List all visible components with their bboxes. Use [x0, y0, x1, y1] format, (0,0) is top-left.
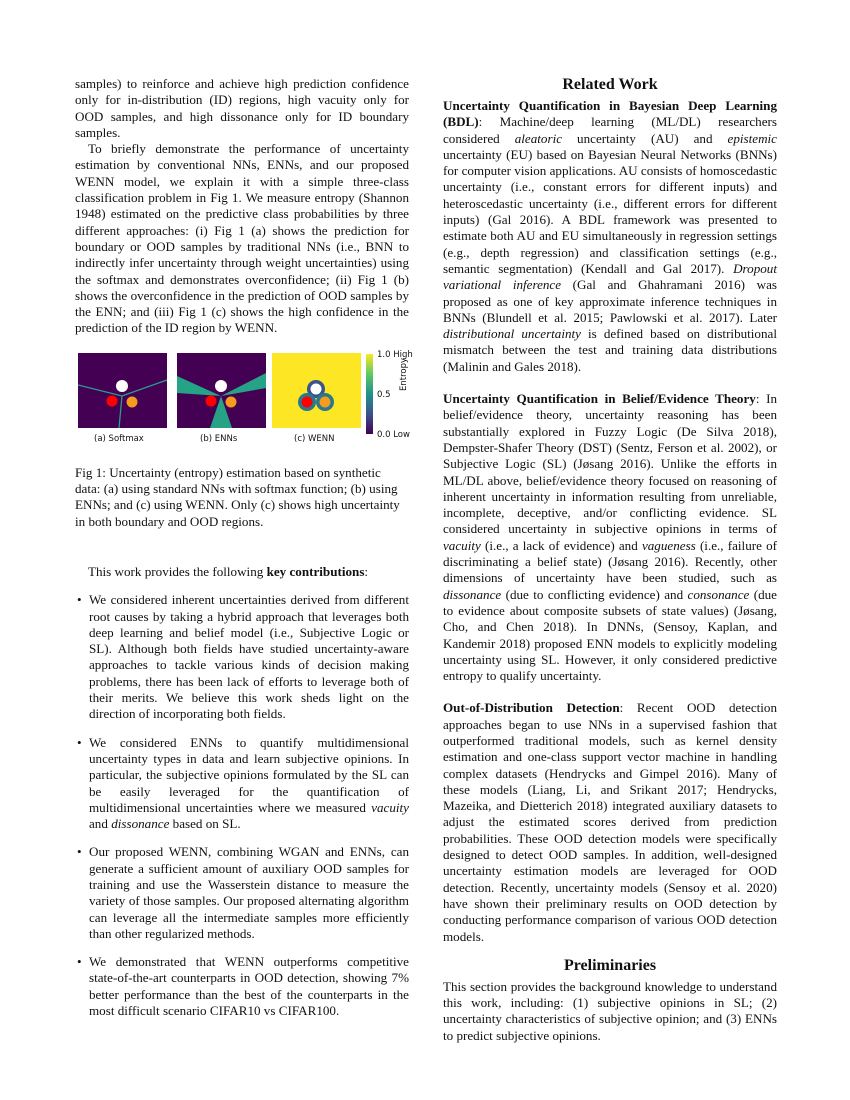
text-run: (i.e., failure of discriminating a belief state) (Jøsang 2016). Recently, other dimensions of uncertainty have been studied, such as: [443, 537, 777, 586]
text-run: We considered ENNs to quantify multidimensional uncertainty types in data and learn subjective opinions. In particular, the subjective opinions formulated by the SL can be easily leveraged for the quantification of multidimensional uncertainties where we measured: [89, 734, 409, 815]
bold-text: Out-of-Distribution Detection: [443, 700, 620, 716]
paragraph-fig-demo: [75, 141, 409, 337]
bold-text: key contributions: [266, 563, 365, 579]
text-run: (due to evidence about composite subsets of state values) (Jøsang, Cho, and Chen 2018). In DNNs, (Sensoy, Kaplan, and Kandemir 2018) proposed ENN models to explicitly modeling uncertainty using SL. However, it only considered predictive entropy to qualify uncertainty.: [443, 586, 777, 684]
text-run: is defined based on distributional mismatch between the test and training data distributions (Malinin and Gales 2018).: [443, 326, 777, 374]
italic-text: distributional uncertainty: [443, 326, 581, 342]
colorbar-mid-label: 0.5: [377, 389, 391, 400]
bold-text: Uncertainty Quantification in Bayesian Deep Learning (BDL): [443, 98, 777, 130]
paragraph-ood-detection: [443, 700, 777, 944]
italic-text: vagueness: [641, 537, 696, 553]
text-run: samples) to reinforce and achieve high prediction confidence only for in-distribution (ID) regions, high vacuity only for OOD samples, and high dissonance only for ID boundary samples.: [75, 76, 409, 140]
text-run: This work provides the following: [88, 563, 267, 579]
text-run: We considered inherent uncertainties derived from different root causes by taking a hybrid approach that leverages both deep learning and belief model (i.e., Subjective Logic or SL). Although both fields have studied uncertainty-aware approaches to tackle various kinds of decision making problems, there has been lack of efforts to leverage both of their merits. We believe this work sheds light on the direction of incorporating both fields.: [89, 592, 409, 722]
text-run: To briefly demonstrate the performance of uncertainty estimation by conventional NNs, ENNs, and our proposed WENN model, we explain it with a simple three-class classification problem in Fig 1. We measure entropy (Shannon 1948) estimated on the predictive class probabilities by three different approaches: (i) Fig 1 (a) shows the prediction for boundary or OOD samples by traditional NNs (i.e., BNN to indirectly infer uncertainty through weight uncertainties) using the softmax and demonstrates overconfidence; (ii) Fig 1 (b) shows the overconfidence in the prediction of OOD samples by the ENN; and (iii) Fig 1 (c) shows the high confidence in the prediction of the ID region by WENN.: [75, 141, 409, 336]
text-run: Our proposed WENN, combining WGAN and ENNs, can generate a sufficient amount of auxiliary OOD samples for training and use the Wasserstein distance to measure the variety of those samples. Our proposed alternating algorithm can leverage all the intermediate samples more efficiently than other regularized methods.: [89, 844, 409, 941]
text-run: and: [89, 816, 112, 832]
contribution-item: [75, 844, 409, 942]
entropy-colorbar: [366, 354, 373, 434]
left-column: [75, 76, 413, 1031]
italic-text: vacuity: [443, 537, 481, 553]
text-run: :: [364, 563, 369, 579]
figure-1: [78, 349, 413, 445]
right-column: [443, 76, 777, 1044]
contribution-item: [75, 735, 409, 833]
enn-entropy-panel: [177, 353, 266, 428]
text-run: : Machine/deep learning (ML/DL) researchers considered: [443, 114, 777, 146]
italic-text: consonance: [687, 586, 750, 602]
italic-text: dissonance: [443, 586, 502, 602]
text-run: This section provides the background knowledge to understand this work, including: (1) subjective opinions in SL; (2) uncertainty characteristics of subjective opinion; and (3) ENNs to predict subjective opinions.: [443, 978, 777, 1043]
paragraph-bdl: [443, 98, 777, 375]
text-run: (i.e., a lack of evidence) and: [480, 537, 642, 553]
paragraph-belief-theory: [443, 391, 777, 684]
text-run: uncertainty (EU) based on Bayesian Neural Networks (BNNs) for computer vision applications. AU consists of homoscedastic uncertainty (i.e., constant errors for different inputs) and heteroscedastic uncertainty (i.e., different errors for different inputs) (Gal 2016). A BDL framework was presented to estimate both AU and EU simultaneously in regression settings (e.g., depth regression) and classification settings (e.g., semantic segmentation) (Kendall and Gal 2017).: [443, 146, 777, 276]
panel-caption-b: (b) ENNs: [200, 433, 238, 444]
text-run: uncertainty (AU) and: [562, 130, 728, 146]
italic-text: dissonance: [111, 816, 170, 832]
colorbar-axis-label: Entropy: [399, 357, 409, 391]
text-run: : Recent OOD detection approaches began to use NNs in a supervised fashion that outperformed traditional models, such as kernel density estimation and one-class support vector machine in handling complex datasets (Hendrycks and Gimpel 2016). Many of these models (Liang, Li, and Srikant 2017; Hendrycks, Mazeika, and Dietterich 2018) integrated auxiliary datasets to adjust the estimated scores derived from prediction probabilities. These OOD detection models were specifically designed to detect OOD samples. In addition, well-designed uncertainty estimation models are leveraged for OOD detection. Recently, uncertainty models (Sensoy et al. 2020) have shown their preliminary results on OOD detection by conducting performance comparison of various OOD detection models.: [443, 700, 777, 944]
italic-text: Dropout variational inference: [443, 260, 777, 293]
contributions-list: [75, 592, 409, 1019]
softmax-entropy-panel: [78, 353, 167, 428]
section-title-preliminaries: Preliminaries: [563, 956, 657, 974]
wenn-entropy-panel: [272, 353, 361, 428]
colorbar-bottom-label: 0.0 Low: [377, 429, 410, 440]
panel-caption-c: (c) WENN: [294, 433, 335, 444]
figure-caption: Fig 1: Uncertainty (entropy) estimation based on synthetic data: (a) using standard NNs with softmax function; (b) using ENNs; and (c) using WENN. Only (c) shows high uncertainty in both boundary and OOD regions.: [75, 464, 400, 529]
paragraph-intro-end: [75, 76, 409, 141]
panel-caption-a: (a) Softmax: [94, 433, 144, 444]
contribution-item: [75, 592, 409, 722]
italic-text: aleatoric: [514, 130, 563, 146]
bold-text: Uncertainty Quantification in Belief/Evidence Theory: [443, 391, 756, 407]
text-run: We demonstrated that WENN outperforms competitive state-of-the-art counterparts in OOD detection, showing 7% better performance than the best of the counterparts in the most difficult scenario CIFAR10 vs CIFAR100.: [89, 954, 409, 1019]
text-run: (Gal and Ghahramani 2016) was proposed as one of key approximate inference techniques in BNNs (Blundell et al. 2015; Pawlowski et al. 2017). Later: [443, 277, 777, 325]
text-run: based on SL.: [169, 816, 241, 832]
text-run: : In belief/evidence theory, uncertainty reasoning has been substantially explored in Fuzzy Logic (De Silva 2018), Dempster-Shafer Theory (DST) (Sentz, Ferson et al. 2002), or Subjective Logic (SL) (Jøsang 2016). Unlike the efforts in ML/DL above, belief/evidence theory focused on reasoning of inherent uncertainty in information resulting from unreliable, incomplete, deceptive, and/or conflicting evidence. SL considered uncertainty in subjective opinions in terms of: [443, 391, 777, 537]
colorbar-top-label: 1.0 High: [377, 349, 413, 360]
italic-text: epistemic: [727, 130, 777, 146]
section-title-related-work: Related Work: [562, 76, 658, 93]
text-run: (due to conflicting evidence) and: [501, 586, 688, 602]
contribution-item: [75, 954, 409, 1019]
paragraph-contributions: [75, 564, 409, 580]
paragraph-preliminaries: [443, 979, 777, 1044]
italic-text: vacuity: [371, 799, 409, 815]
